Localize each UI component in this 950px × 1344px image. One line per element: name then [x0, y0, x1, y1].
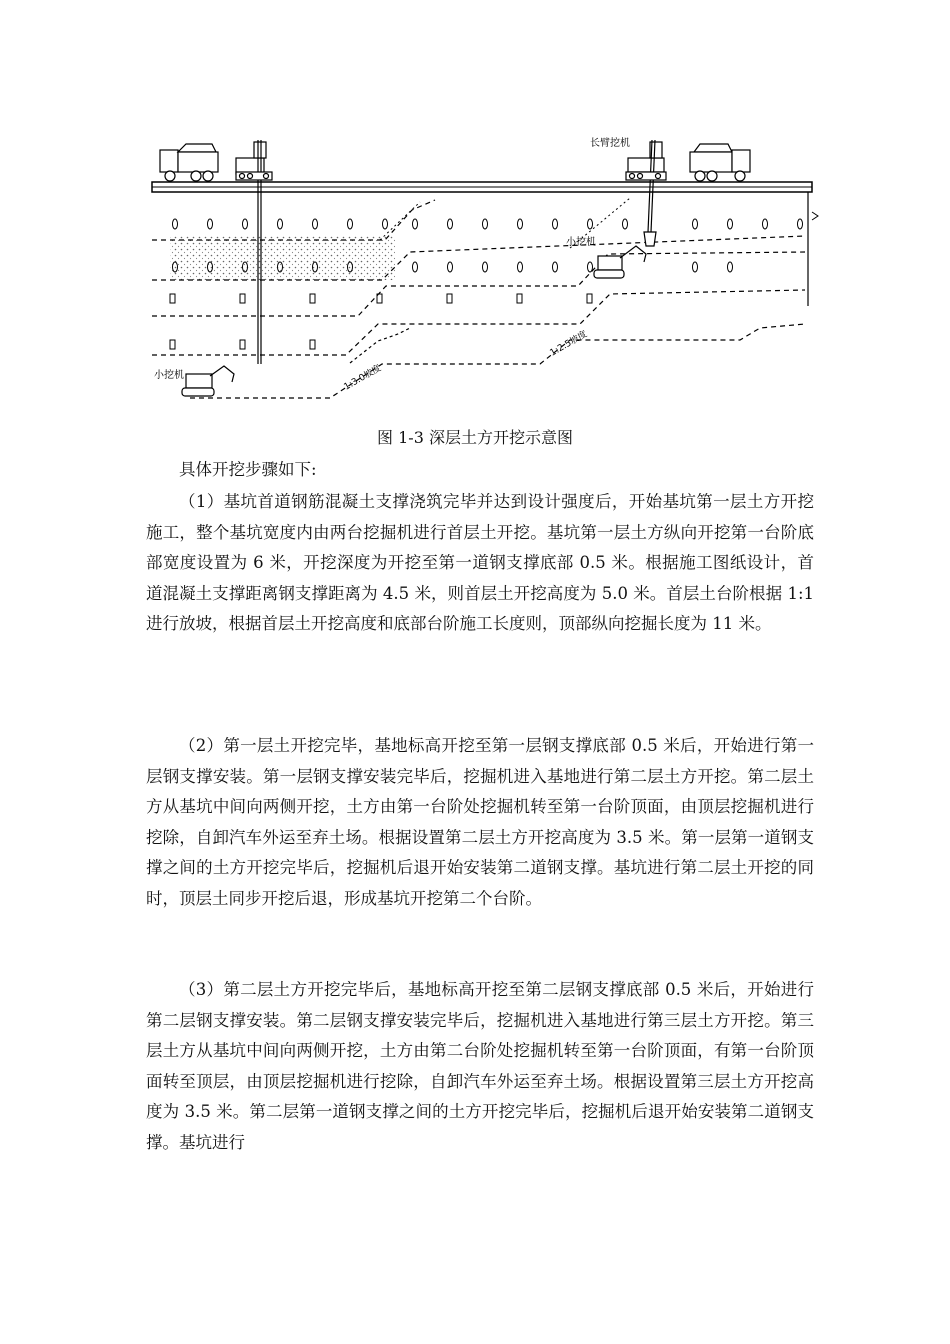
step-2-paragraph: （2）第一层土开挖完毕，基地标高开挖至第一层钢支撑底部 0.5 米后，开始进行第一层钢支撑安装。第一层钢支撑安装完毕后，挖掘机进入基地进行第二层土方开挖。第二层土方从基坑中间向两侧开挖，土方由第一台阶处挖掘机转至第一台阶顶面，由顶层挖掘机进行挖除，自卸汽车外运至弃土场。根据设置第二层土方开挖高度为 3.5 米。第一层第一道钢支撑之间的土方开挖完毕后，挖掘机后退开始安装第二道钢支撑。基坑进行第二层土开挖的同时，顶层土同步开挖后退，形成基坑开挖第二个台阶。	[146, 736, 814, 908]
steel-support-row-1	[173, 219, 803, 229]
long-arm-excavator-right	[626, 140, 666, 246]
small-excavator-label-left: 小挖机	[154, 370, 184, 381]
dump-truck-left	[160, 144, 218, 181]
small-excavator-label-right: 小挖机	[566, 237, 596, 248]
step-3-paragraph: （3）第二层土方开挖完毕后，基地标高开挖至第二层钢支撑底部 0.5 米后，开始进行第二层钢支撑安装。第二层钢支撑安装完毕后，挖掘机进入基地进行第三层土方开挖。第三层土方从基坑中间向两侧开挖，土方由第二台阶处挖掘机转至第一台阶顶面，有第一台阶顶面转至顶层，由顶层挖掘机进行挖除，自卸汽车外运至弃土场。根据设置第三层土方开挖高度为 3.5 米。第二层第一道钢支撑之间的土方开挖完毕后，挖掘机后退开始安装第二道钢支撑。基坑进行	[146, 980, 814, 1152]
step-1-paragraph: （1）基坑首道钢筋混凝土支撑浇筑完毕并达到设计强度后，开始基坑第一层土方开挖施工，整个基坑宽度内由两台挖掘机进行首层土开挖。基坑第一层土方纵向开挖第一台阶底部宽度设置为 6 米，开挖深度为开挖至第一道钢支撑底部 0.5 米。根据施工图纸设计，首道混凝土支撑距离钢支撑距离为 4.5 米，则首层土开挖高度为 5.0 米。首层土台阶根据 1:1 进行放坡，根据首层土开挖高度和底部台阶施工长度则，顶部纵向挖掘长度为 11 米。	[146, 492, 814, 633]
steps-intro: 具体开挖步骤如下:	[179, 460, 317, 479]
slope-label-1: 1:3.0坡度	[342, 363, 384, 393]
steel-support-row-3	[170, 294, 592, 349]
figure-caption: 图 1-3 深层土方开挖示意图	[377, 428, 573, 447]
soil-layer-hatch	[170, 236, 395, 280]
small-excavator-right	[594, 246, 646, 278]
excavation-diagram	[150, 128, 820, 408]
small-excavator-left	[182, 366, 234, 396]
excavation-levels	[152, 200, 805, 398]
ground-surface	[152, 182, 818, 220]
slope-label-2: 1:2.5坡度	[548, 329, 590, 359]
long-arm-excavator-label: 长臂挖机	[590, 138, 630, 149]
dump-truck-right	[690, 144, 750, 181]
